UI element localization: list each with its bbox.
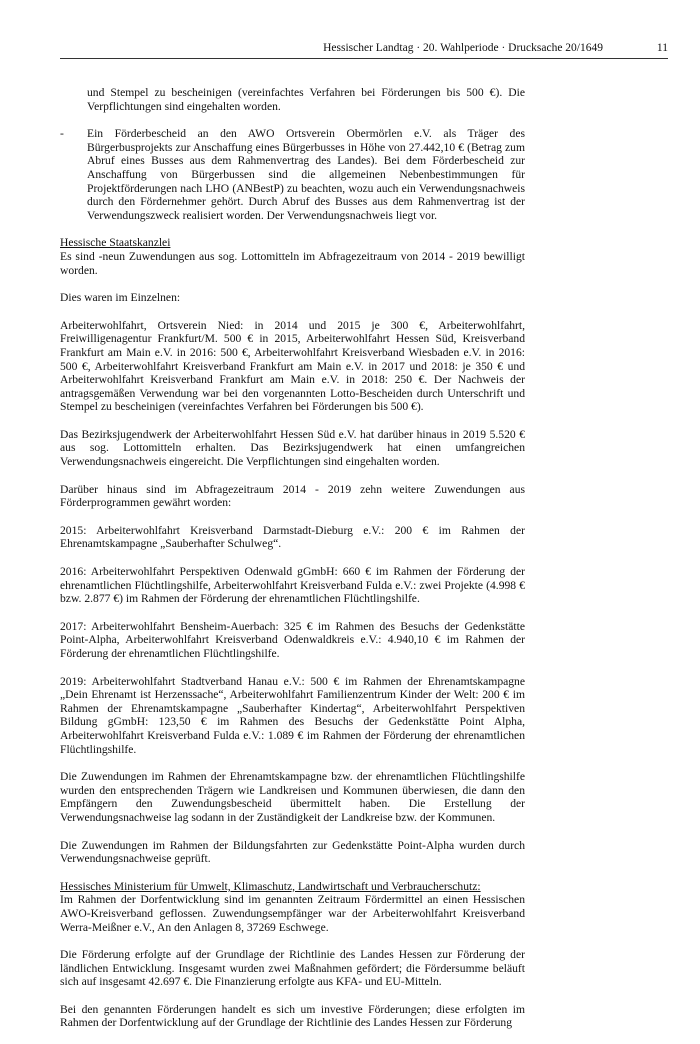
paragraph: 2017: Arbeiterwohlfahrt Bensheim-Auerbach: 325 € im Rahmen des Besuchs der Gedenkstätte Point-Alpha, Arbeiterwohlfahrt Kreisverband Odenwaldkreis e.V.: 4.940,10 € im Rahmen der Förderung der ehrenamtlichen Flüchtlingshilfe. bbox=[60, 619, 525, 660]
paragraph: Das Bezirksjugendwerk der Arbeiterwohlfahrt Hessen Süd e.V. hat darüber hinaus in 2019 5.520 € aus sog. Lottomitteln erhalten. Das Bezirksjugendwerk hat einen umfangreichen Verwendungsnachweis eingereicht. Die Verpflichtungen sind eingehalten worden. bbox=[60, 427, 525, 469]
bullet-dash: - bbox=[60, 127, 64, 141]
bullet-item bbox=[60, 127, 525, 222]
paragraph: 2016: Arbeiterwohlfahrt Perspektiven Odenwald gGmbH: 660 € im Rahmen der Förderung der ehrenamtlichen Flüchtlingshilfe, Arbeiterwohlfahrt Kreisverband Fulda e.V.: zwei Projekte (4.998 € bzw. 2.877 €) im Rahmen der Förderung der ehrenamtlichen Flüchtlingshilfe. bbox=[60, 565, 525, 606]
paragraph: Die Förderung erfolgte auf der Grundlage der Richtlinie des Landes Hessen zur Förderung der ländlichen Entwicklung. Insgesamt wurden zwei Maßnahmen gefördert; die Fördersumme beläuft sich auf insgesamt 42.697 €. Die Finanzierung erfolgte aus KFA- und EU-Mitteln. bbox=[60, 948, 525, 989]
paragraph: und Stempel zu bescheinigen (vereinfachtes Verfahren bei Förderungen bis 500 €). Die Verpflichtungen sind eingehalten worden. bbox=[87, 86, 525, 113]
section-heading: Hessische Staatskanzlei bbox=[60, 236, 171, 250]
paragraph: Die Zuwendungen im Rahmen der Bildungsfahrten zur Gedenkstätte Point-Alpha wurden durch Verwendungsnachweise geprüft. bbox=[60, 838, 525, 866]
header-rule bbox=[60, 58, 668, 59]
paragraph: 2019: Arbeiterwohlfahrt Stadtverband Hanau e.V.: 500 € im Rahmen der Ehrenamtskampagne „Dein Ehrenamt ist Herzenssache“, Arbeiterwohlfahrt Familienzentrum Kinder der Welt: 200 € im Rahmen der Ehrenamtskampagne „Sauberhafter Kindertag“, Arbeiterwohlfahrt Perspektiven Bildung gGmbH: 123,50 € im Rahmen des Besuchs der Gedenkstätte Point Alpha, Arbeiterwohlfahrt Kreisverband Fulda e.V.: 1.089 € im Rahmen der Förderung der ehrenamtlichen Flüchtlingshilfe. bbox=[60, 674, 525, 756]
page-number: 11 bbox=[656, 42, 668, 54]
paragraph: Es sind -neun Zuwendungen aus sog. Lottomitteln im Abfragezeitraum von 2014 - 2019 bewilligt worden. bbox=[60, 249, 525, 277]
paragraph: Die Zuwendungen im Rahmen der Ehrenamtskampagne bzw. der ehrenamtlichen Flüchtlingshilfe wurden den entsprechenden Trägern wie Landkreisen und Kommunen überwiesen, die dann den Empfängern den Zuwendungsbescheid übermittelt haben. Die Erstellung der Verwendungsnachweise lag sodann in der Zuständigkeit der Landkreise bzw. der Kommunen. bbox=[60, 770, 525, 824]
paragraph: Im Rahmen der Dorfentwicklung sind im genannten Zeitraum Fördermittel an einen Hessischen AWO-Kreisverband geflossen. Zuwendungsempfänger war der Arbeiterwohlfahrt Kreisverband Werra-Meißner e.V., An den Anlagen 8, 37269 Eschwege. bbox=[60, 893, 525, 934]
section-umweltministerium bbox=[60, 880, 525, 934]
section-staatskanzlei bbox=[60, 236, 525, 277]
paragraph: Bei den genannten Förderungen handelt es sich um investive Förderungen; diese erfolgten im Rahmen der Dorfentwicklung auf der Grundlage der Richtlinie des Landes Hessen zur Förderung bbox=[60, 1002, 525, 1030]
paragraph: Dies waren im Einzelnen: bbox=[60, 291, 181, 305]
paragraph: Arbeiterwohlfahrt, Ortsverein Nied: in 2014 und 2015 je 300 €, Arbeiterwohlfahrt, Freiwilligenagentur Frankfurt/M. 500 € in 2015, Arbeiterwohlfahrt Hessen Süd, Kreisverband Frankfurt am Main e.V. in 2016: 500 €, Arbeiterwohlfahrt Kreisverband Wiesbaden e.V. in 2016: 500 €, Arbeiterwohlfahrt Kreisverband Frankfurt am Main e.V. in 2017 und 2018: je 350 € und Arbeiterwohlfahrt Kreisverband Frankfurt am Main e.V. in 2018: 250 €. Der Nachweis der antragsgemäßen Verwendung war bei den vorgenannten Lotto-Bescheiden durch Unterschrift und Stempel zu bescheinigen (vereinfachtes Verfahren bei Förderungen bis 500 €). bbox=[60, 318, 525, 414]
paragraph: 2015: Arbeiterwohlfahrt Kreisverband Darmstadt-Dieburg e.V.: 200 € im Rahmen der Ehrenamtskampagne „Sauberhafter Schulweg“. bbox=[60, 523, 525, 551]
document-body bbox=[60, 86, 525, 1044]
header-text: Hessischer Landtag · 20. Wahlperiode · Drucksache 20/1649 bbox=[323, 42, 603, 54]
paragraph: Darüber hinaus sind im Abfragezeitraum 2014 - 2019 zehn weitere Zuwendungen aus Förderprogrammen gewährt worden: bbox=[60, 482, 525, 510]
page-header bbox=[60, 40, 668, 56]
section-heading: Hessisches Ministerium für Umwelt, Klimaschutz, Landwirtschaft und Verbraucherschutz: bbox=[60, 879, 481, 893]
bullet-text: Ein Förderbescheid an den AWO Ortsverein Obermörlen e.V. als Träger des Bürgerbusprojekts zur Anschaffung eines Bürgerbusses in Höhe von 27.442,10 € (Betrag zum Abruf eines Busses aus dem Rahmenvertrag des Landes). Bei dem Förderbescheid zur Anschaffung von Bürgerbussen sind die allgemeinen Nebenbestimmungen für Projektförderungen nach LHO (ANBestP) zu beachten, wozu auch ein Verwendungsnachweis durch den Fördernehmer gehört. Durch Abruf des Busses aus dem Rahmenvertrag ist der Verwendungszweck realisiert worden. Der Verwendungsnachweis liegt vor. bbox=[87, 127, 525, 222]
